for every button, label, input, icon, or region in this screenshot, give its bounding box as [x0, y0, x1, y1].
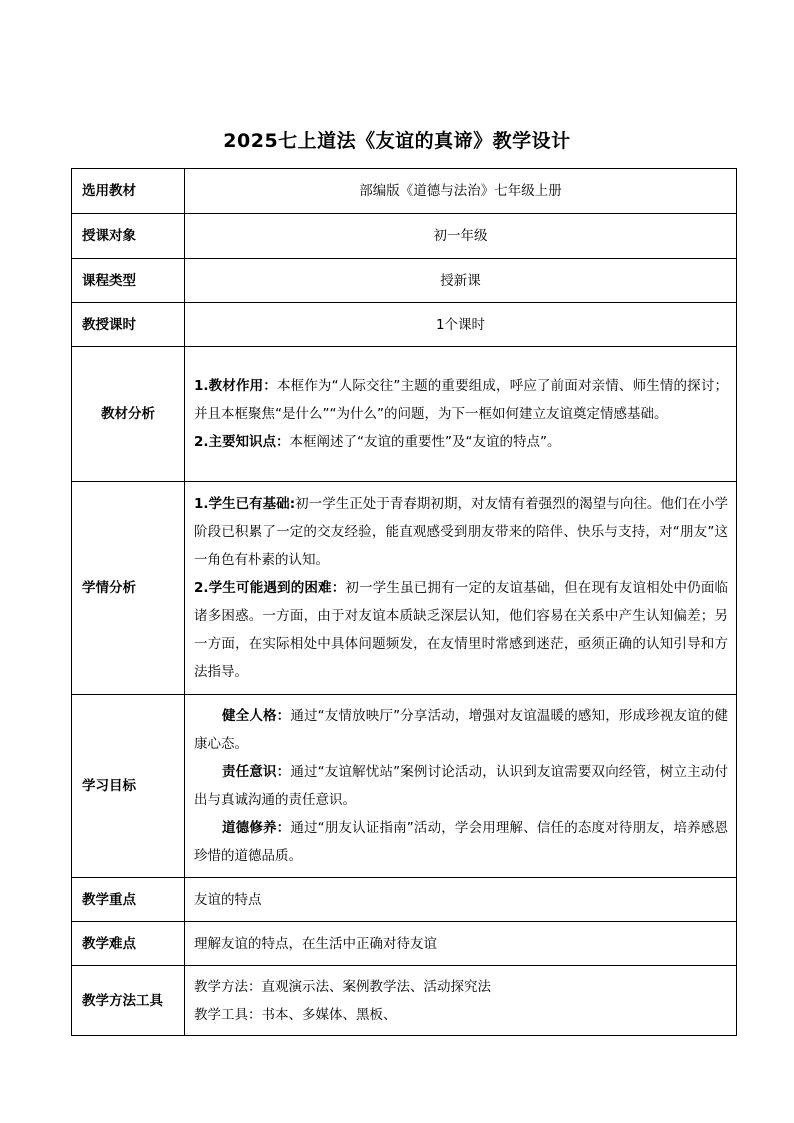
material-p1-label: 1.教材作用： [194, 378, 277, 394]
label-students: 学情分析 [72, 482, 185, 695]
material-analysis [185, 347, 737, 482]
students-p2-label: 2.学生可能遇到的困难： [194, 580, 346, 596]
material-p1-text: 本框作为“人际交往”主题的重要组成，呼应了前面对亲情、师生情的探讨；并且本框聚焦“是什么”“为什么”的问题，为下一框如何建立友谊奠定情感基础。 [194, 378, 728, 422]
students-paragraph-2 [194, 574, 728, 686]
label-methods: 教学方法工具 [72, 966, 185, 1036]
lesson-plan-table [71, 168, 737, 1036]
value-hours: 1个课时 [185, 303, 737, 347]
table-row-goals [72, 695, 737, 878]
material-paragraph-1 [194, 372, 728, 428]
table-row-textbook [72, 169, 737, 214]
table-row-methods [72, 966, 737, 1036]
label-material: 教材分析 [72, 347, 185, 482]
students-p1-text: 初一学生正处于青春期初期，对友情有着强烈的渴望与向往。他们在小学阶段已积累了一定的交友经验，能直观感受到朋友带来的陪伴、快乐与支持，对“朋友”这一角色有朴素的认知。 [194, 496, 729, 568]
table-row-key-point [72, 878, 737, 922]
label-goals: 学习目标 [72, 695, 185, 878]
label-difficulty: 教学难点 [72, 922, 185, 966]
label-textbook: 选用教材 [72, 169, 185, 214]
goal-1-text: 通过“友情放映厅”分享活动，增强对友谊温暖的感知，形成珍视友谊的健康心态。 [194, 708, 728, 752]
table-row-hours [72, 303, 737, 347]
goal-3-label: 道德修养： [222, 820, 291, 836]
document-title: 2025七上道法《友谊的真谛》教学设计 [223, 130, 571, 152]
goal-1 [194, 702, 728, 758]
students-p2-text: 初一学生虽已拥有一定的友谊基础，但在现有友谊相处中仍面临诸多困惑。一方面，由于对友谊本质缺乏深层认知，他们容易在关系中产生认知偏差；另一方面，在实际相处中具体问题频发，在友情里时常感到迷茫，亟须正确的认知引导和方法指导。 [194, 580, 729, 680]
students-paragraph-1 [194, 490, 728, 574]
value-key-point: 友谊的特点 [185, 878, 737, 922]
material-p2-label: 2.主要知识点： [194, 434, 290, 450]
goal-2-text: 通过“友谊解忧站”案例讨论活动，认识到友谊需要双向经管，树立主动付出与真诚沟通的责任意识。 [194, 764, 728, 808]
goal-3-text: 通过“朋友认证指南”活动，学会用理解、信任的态度对待朋友，培养感恩珍惜的道德品质。 [194, 820, 728, 864]
material-paragraph-2 [194, 428, 728, 456]
value-difficulty: 理解友谊的特点，在生活中正确对待友谊 [185, 922, 737, 966]
learning-goals [185, 695, 737, 878]
label-audience: 授课对象 [72, 214, 185, 259]
student-analysis [185, 482, 737, 695]
value-methods [185, 966, 737, 1036]
label-hours: 教授课时 [72, 303, 185, 347]
table-row-difficulty [72, 922, 737, 966]
value-audience: 初一年级 [185, 214, 737, 259]
goal-2-label: 责任意识： [222, 764, 291, 780]
goal-1-label: 健全人格： [222, 708, 291, 724]
value-course-type: 授新课 [185, 259, 737, 303]
value-textbook: 部编版《道德与法治》七年级上册 [185, 169, 737, 214]
goal-3 [194, 814, 728, 870]
methods-line-1: 教学方法：直观演示法、案例教学法、活动探究法 [194, 978, 491, 995]
table-row-material [72, 347, 737, 482]
goal-2 [194, 758, 728, 814]
material-p2-text: 本框阐述了“友谊的重要性”及“友谊的特点”。 [289, 434, 561, 450]
label-key-point: 教学重点 [72, 878, 185, 922]
methods-line-2: 教学工具：书本、多媒体、黑板、 [194, 1006, 397, 1023]
students-p1-label: 1.学生已有基础: [194, 496, 296, 512]
table-row-audience [72, 214, 737, 259]
label-course-type: 课程类型 [72, 259, 185, 303]
table-row-course-type [72, 259, 737, 303]
table-row-students [72, 482, 737, 695]
